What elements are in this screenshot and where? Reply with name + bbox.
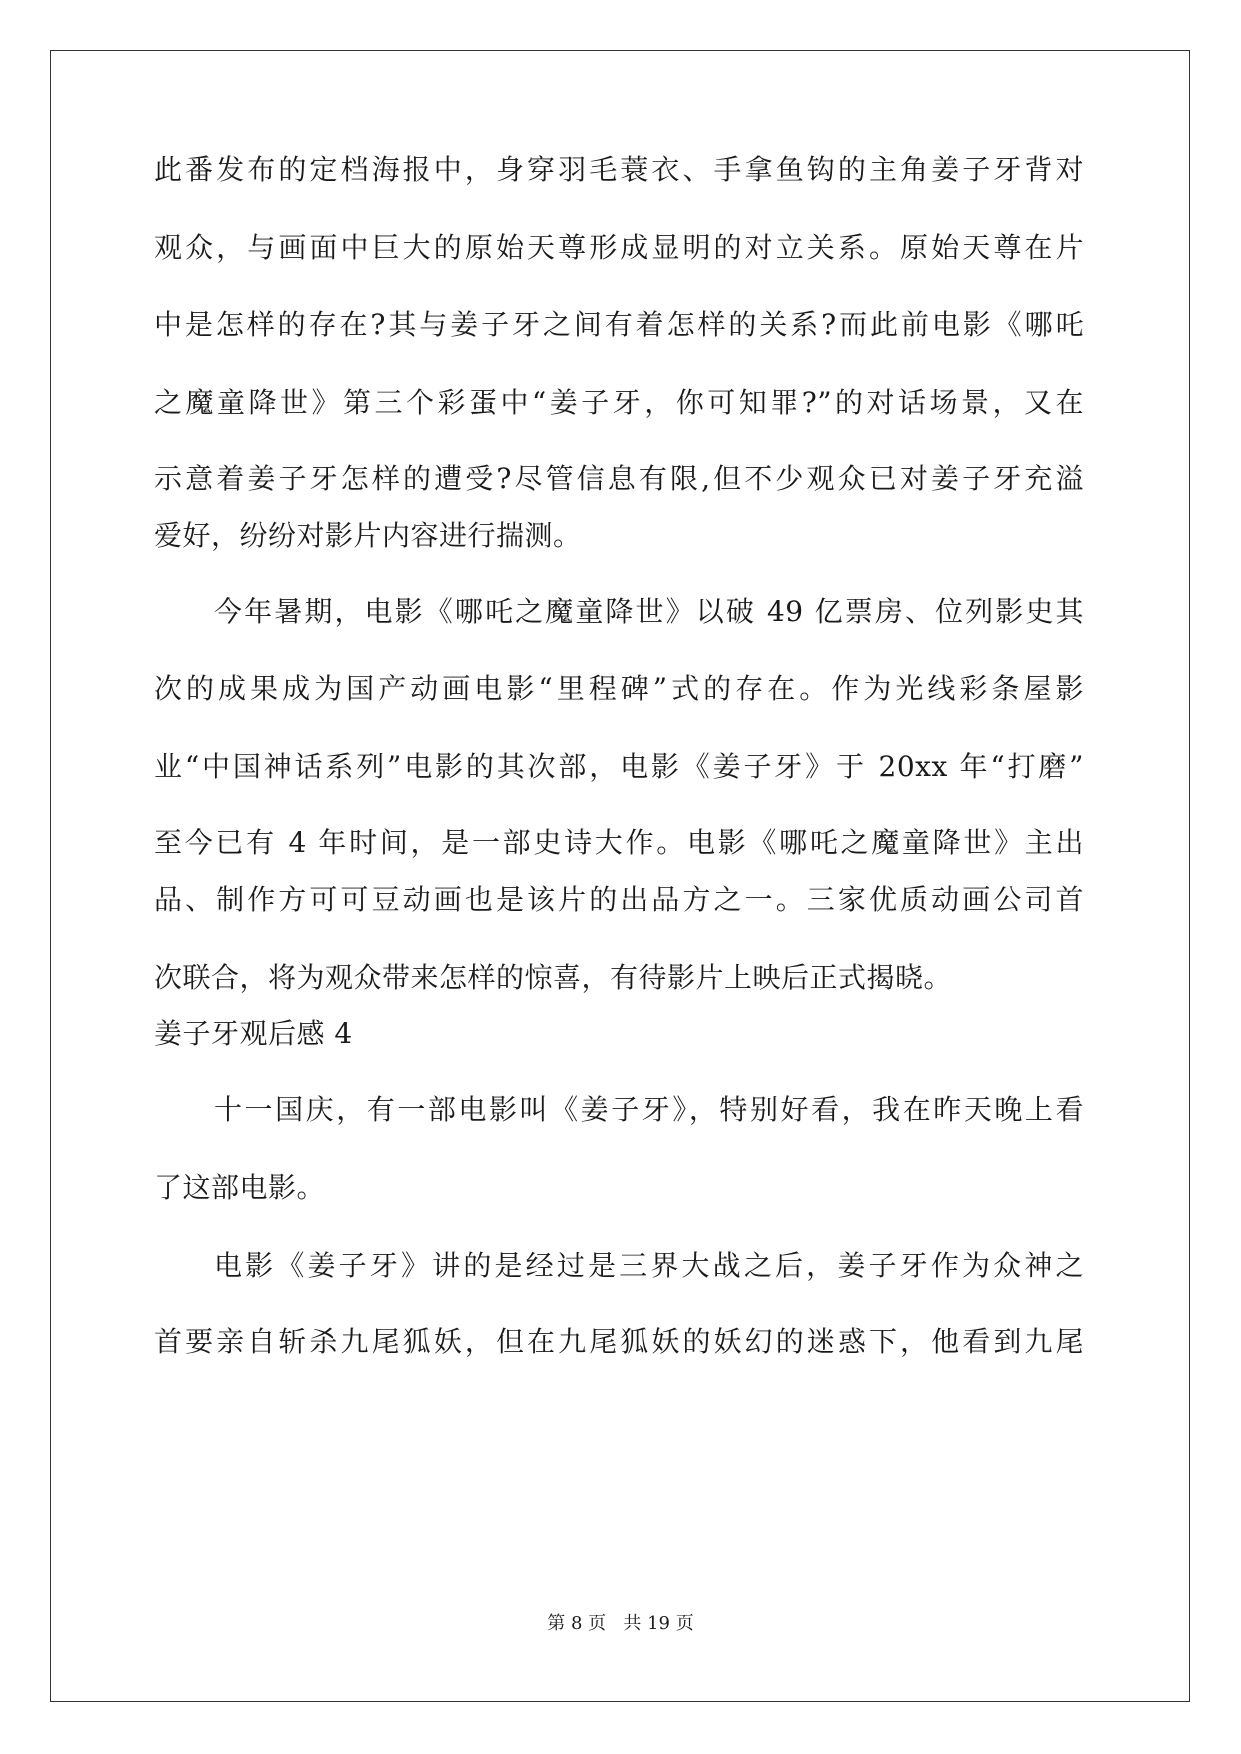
paragraph-2-line-6: 次联合，将为观众带来怎样的惊喜，有待影片上映后正式揭晓。 [154, 961, 953, 994]
paragraph-3-line-2: 了这部电影。 [154, 1171, 326, 1204]
page-number-footer: 第 8 页 共 19 页 [547, 1613, 694, 1634]
paragraph-1-line-3: 中是怎样的存在?其与姜子牙之间有着怎样的关系?而此前电影《哪吒 [154, 308, 1084, 341]
paragraph-2-line-3: 业“中国神话系列”电影的其次部，电影《姜子牙》于 20xx 年“打磨” [154, 750, 1084, 783]
paragraph-1-line-1: 此番发布的定档海报中，身穿羽毛蓑衣、手拿鱼钩的主角姜子牙背对 [154, 153, 1084, 186]
paragraph-4-line-1: 电影《姜子牙》讲的是经过是三界大战之后，姜子牙作为众神之 [214, 1249, 1084, 1282]
paragraph-1-line-4: 之魔童降世》第三个彩蛋中“姜子牙，你可知罪?”的对话场景，又在 [154, 386, 1084, 419]
paragraph-2-line-5: 品、制作方可可豆动画也是该片的出品方之一。三家优质动画公司首 [154, 883, 1084, 916]
paragraph-3-line-1: 十一国庆，有一部电影叫《姜子牙》，特别好看，我在昨天晚上看 [214, 1093, 1084, 1126]
paragraph-1-line-5: 示意着姜子牙怎样的遭受?尽管信息有限,但不少观众已对姜子牙充溢 [154, 462, 1084, 495]
paragraph-4-line-2: 首要亲自斩杀九尾狐妖，但在九尾狐妖的妖幻的迷惑下，他看到九尾 [154, 1325, 1084, 1358]
paragraph-2-line-2: 次的成果成为国产动画电影“里程碑”式的存在。作为光线彩条屋影 [154, 672, 1084, 705]
section-heading: 姜子牙观后感 4 [154, 1017, 353, 1050]
page-border [50, 50, 1190, 1702]
paragraph-2-line-4: 至今已有 4 年时间，是一部史诗大作。电影《哪吒之魔童降世》主出 [154, 826, 1084, 859]
paragraph-2-line-1: 今年暑期，电影《哪吒之魔童降世》以破 49 亿票房、位列影史其 [214, 595, 1084, 628]
paragraph-1-line-2: 观众，与画面中巨大的原始天尊形成显明的对立关系。原始天尊在片 [154, 231, 1084, 264]
paragraph-1-line-6: 爱好，纷纷对影片内容进行揣测。 [154, 519, 582, 552]
